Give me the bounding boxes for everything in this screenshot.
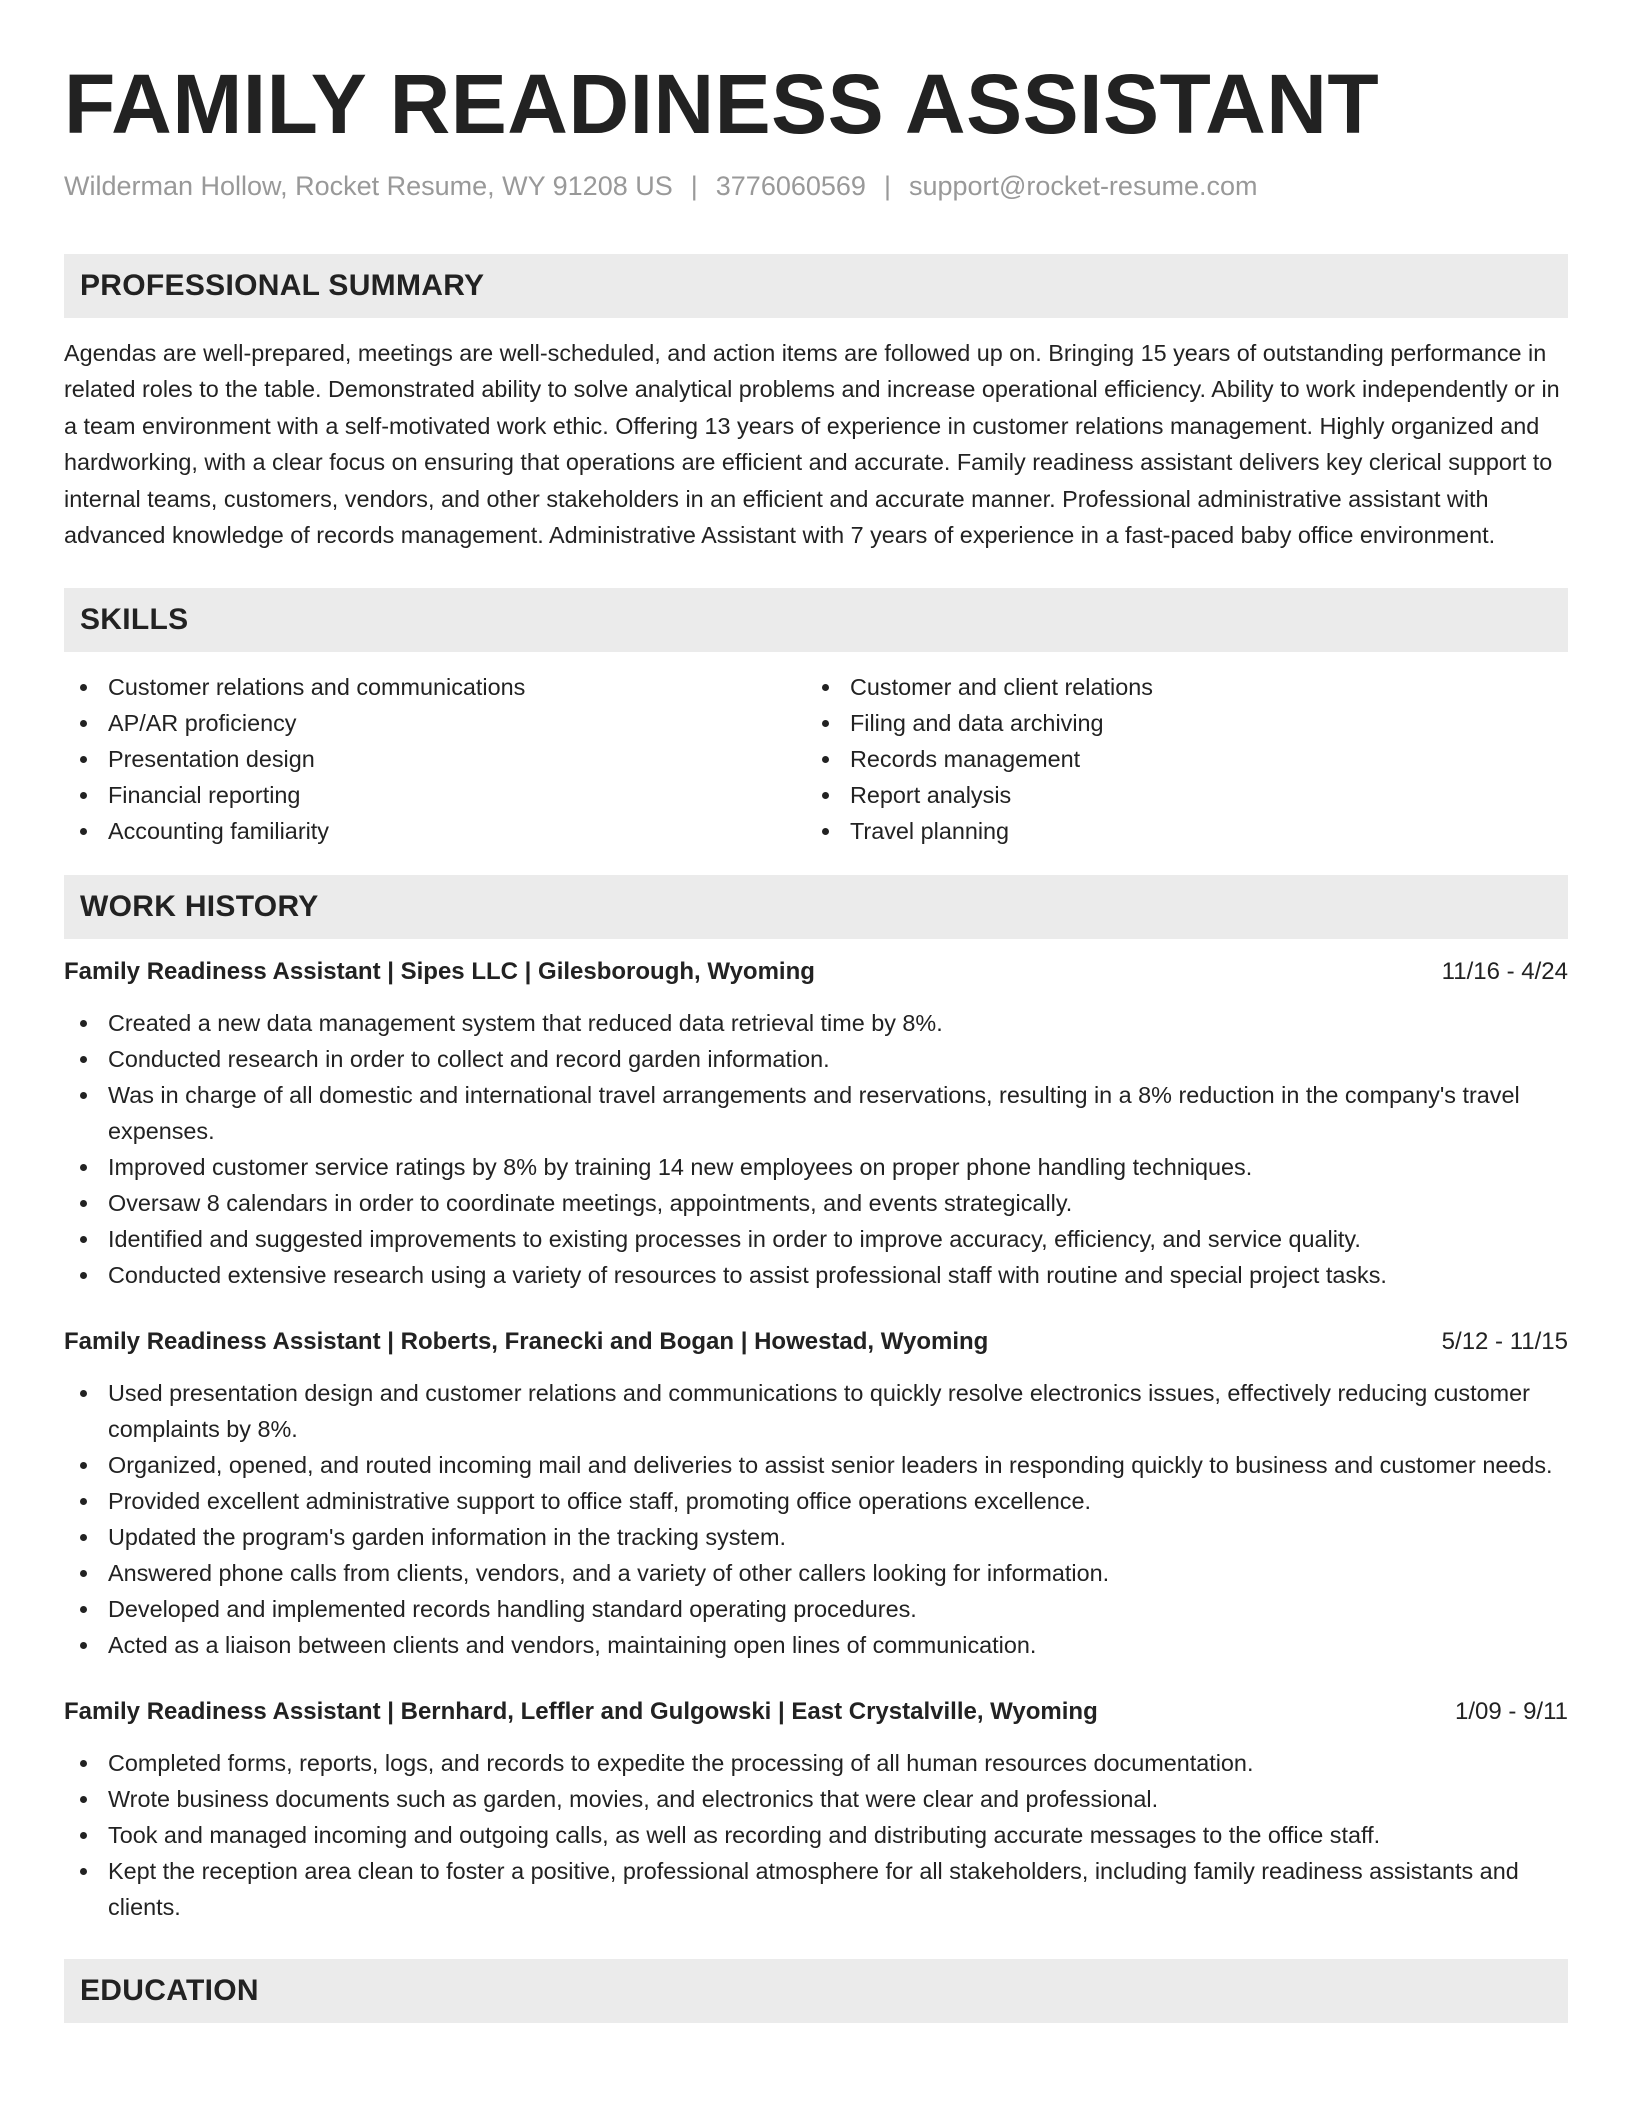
job-duty: Oversaw 8 calendars in order to coordinate meetings, appointments, and events strategically.	[64, 1185, 1568, 1221]
job-header	[64, 1325, 1568, 1359]
skill-item: Presentation design	[64, 741, 806, 777]
job-duties	[64, 1375, 1568, 1663]
job-dates: 11/16 - 4/24	[1441, 958, 1568, 986]
job-duty: Created a new data management system that reduced data retrieval time by 8%.	[64, 1005, 1568, 1041]
job-title: Family Readiness Assistant | Bernhard, Leffler and Gulgowski | East Crystalville, Wyoming	[64, 1698, 1098, 1726]
skills-column-left	[64, 669, 806, 849]
job-duty: Updated the program's garden information in the tracking system.	[64, 1519, 1568, 1555]
job-duty: Conducted extensive research using a variety of resources to assist professional staff with routine and special project tasks.	[64, 1257, 1568, 1293]
job-duty: Developed and implemented records handling standard operating procedures.	[64, 1591, 1568, 1627]
skill-item: Filing and data archiving	[806, 705, 1548, 741]
contact-address: Wilderman Hollow, Rocket Resume, WY 91208 US	[64, 171, 673, 201]
skill-item: Travel planning	[806, 813, 1548, 849]
skill-item: Report analysis	[806, 777, 1548, 813]
job-duty: Conducted research in order to collect and record garden information.	[64, 1041, 1568, 1077]
section-header-work-history: WORK HISTORY	[64, 875, 1568, 939]
job-duty: Was in charge of all domestic and international travel arrangements and reservations, resulting in a 8% reduction in the company's travel expenses.	[64, 1077, 1568, 1149]
job-duty: Organized, opened, and routed incoming mail and deliveries to assist senior leaders in responding quickly to business and customer needs.	[64, 1447, 1568, 1483]
skill-item: Accounting familiarity	[64, 813, 806, 849]
job-duty: Took and managed incoming and outgoing calls, as well as recording and distributing accurate messages to the office staff.	[64, 1817, 1568, 1853]
job-entry	[64, 1695, 1568, 1925]
skill-item: Financial reporting	[64, 777, 806, 813]
job-dates: 5/12 - 11/15	[1441, 1328, 1568, 1356]
job-header	[64, 955, 1568, 989]
job-title: Family Readiness Assistant | Roberts, Franecki and Bogan | Howestad, Wyoming	[64, 1328, 989, 1356]
job-entry	[64, 1325, 1568, 1663]
job-duty: Acted as a liaison between clients and vendors, maintaining open lines of communication.	[64, 1627, 1568, 1663]
job-duties	[64, 1005, 1568, 1293]
job-dates: 1/09 - 9/11	[1455, 1698, 1568, 1726]
section-header-summary: PROFESSIONAL SUMMARY	[64, 254, 1568, 318]
job-duty: Used presentation design and customer relations and communications to quickly resolve electronics issues, effectively reducing customer complaints by 8%.	[64, 1375, 1568, 1447]
job-duty: Answered phone calls from clients, vendors, and a variety of other callers looking for information.	[64, 1555, 1568, 1591]
contact-line	[64, 168, 1568, 204]
job-header	[64, 1695, 1568, 1729]
job-duty: Kept the reception area clean to foster a positive, professional atmosphere for all stakeholders, including family readiness assistants and clients.	[64, 1853, 1568, 1925]
job-duty: Completed forms, reports, logs, and records to expedite the processing of all human resources documentation.	[64, 1745, 1568, 1781]
skill-item: Customer and client relations	[806, 669, 1548, 705]
skills-list	[64, 669, 1568, 849]
section-header-education: EDUCATION	[64, 1959, 1568, 2023]
contact-separator: |	[690, 171, 698, 201]
contact-email: support@rocket-resume.com	[908, 171, 1258, 201]
contact-phone: 3776060569	[715, 171, 866, 201]
job-duty: Wrote business documents such as garden, movies, and electronics that were clear and professional.	[64, 1781, 1568, 1817]
summary-text: Agendas are well-prepared, meetings are well-scheduled, and action items are followed up on. Bringing 15 years of outstanding performance in related roles to the table. Demonstrated ability to solve analytical problems and increase operational efficiency. Ability to work independently or in a team environment with a self-motivated work ethic. Offering 13 years of experience in customer relations management. Highly organized and hardworking, with a clear focus on ensuring that operations are efficient and accurate. Family readiness assistant delivers key clerical support to internal teams, customers, vendors, and other stakeholders in an efficient and accurate manner. Professional administrative assistant with advanced knowledge of records management. Administrative Assistant with 7 years of experience in a fast-paced baby office environment.	[64, 340, 1560, 549]
candidate-name: FAMILY READINESS ASSISTANT	[64, 57, 1380, 151]
job-entry	[64, 955, 1568, 1293]
section-header-skills: SKILLS	[64, 588, 1568, 652]
job-duty: Identified and suggested improvements to existing processes in order to improve accuracy, efficiency, and service quality.	[64, 1221, 1568, 1257]
job-duty: Provided excellent administrative support to office staff, promoting office operations excellence.	[64, 1483, 1568, 1519]
job-title: Family Readiness Assistant | Sipes LLC | Gilesborough, Wyoming	[64, 958, 815, 986]
job-duties	[64, 1745, 1568, 1925]
skill-item: Customer relations and communications	[64, 669, 806, 705]
contact-separator: |	[883, 171, 891, 201]
skills-column-right	[806, 669, 1548, 849]
skill-item: AP/AR proficiency	[64, 705, 806, 741]
job-duty: Improved customer service ratings by 8% by training 14 new employees on proper phone handling techniques.	[64, 1149, 1568, 1185]
skill-item: Records management	[806, 741, 1548, 777]
